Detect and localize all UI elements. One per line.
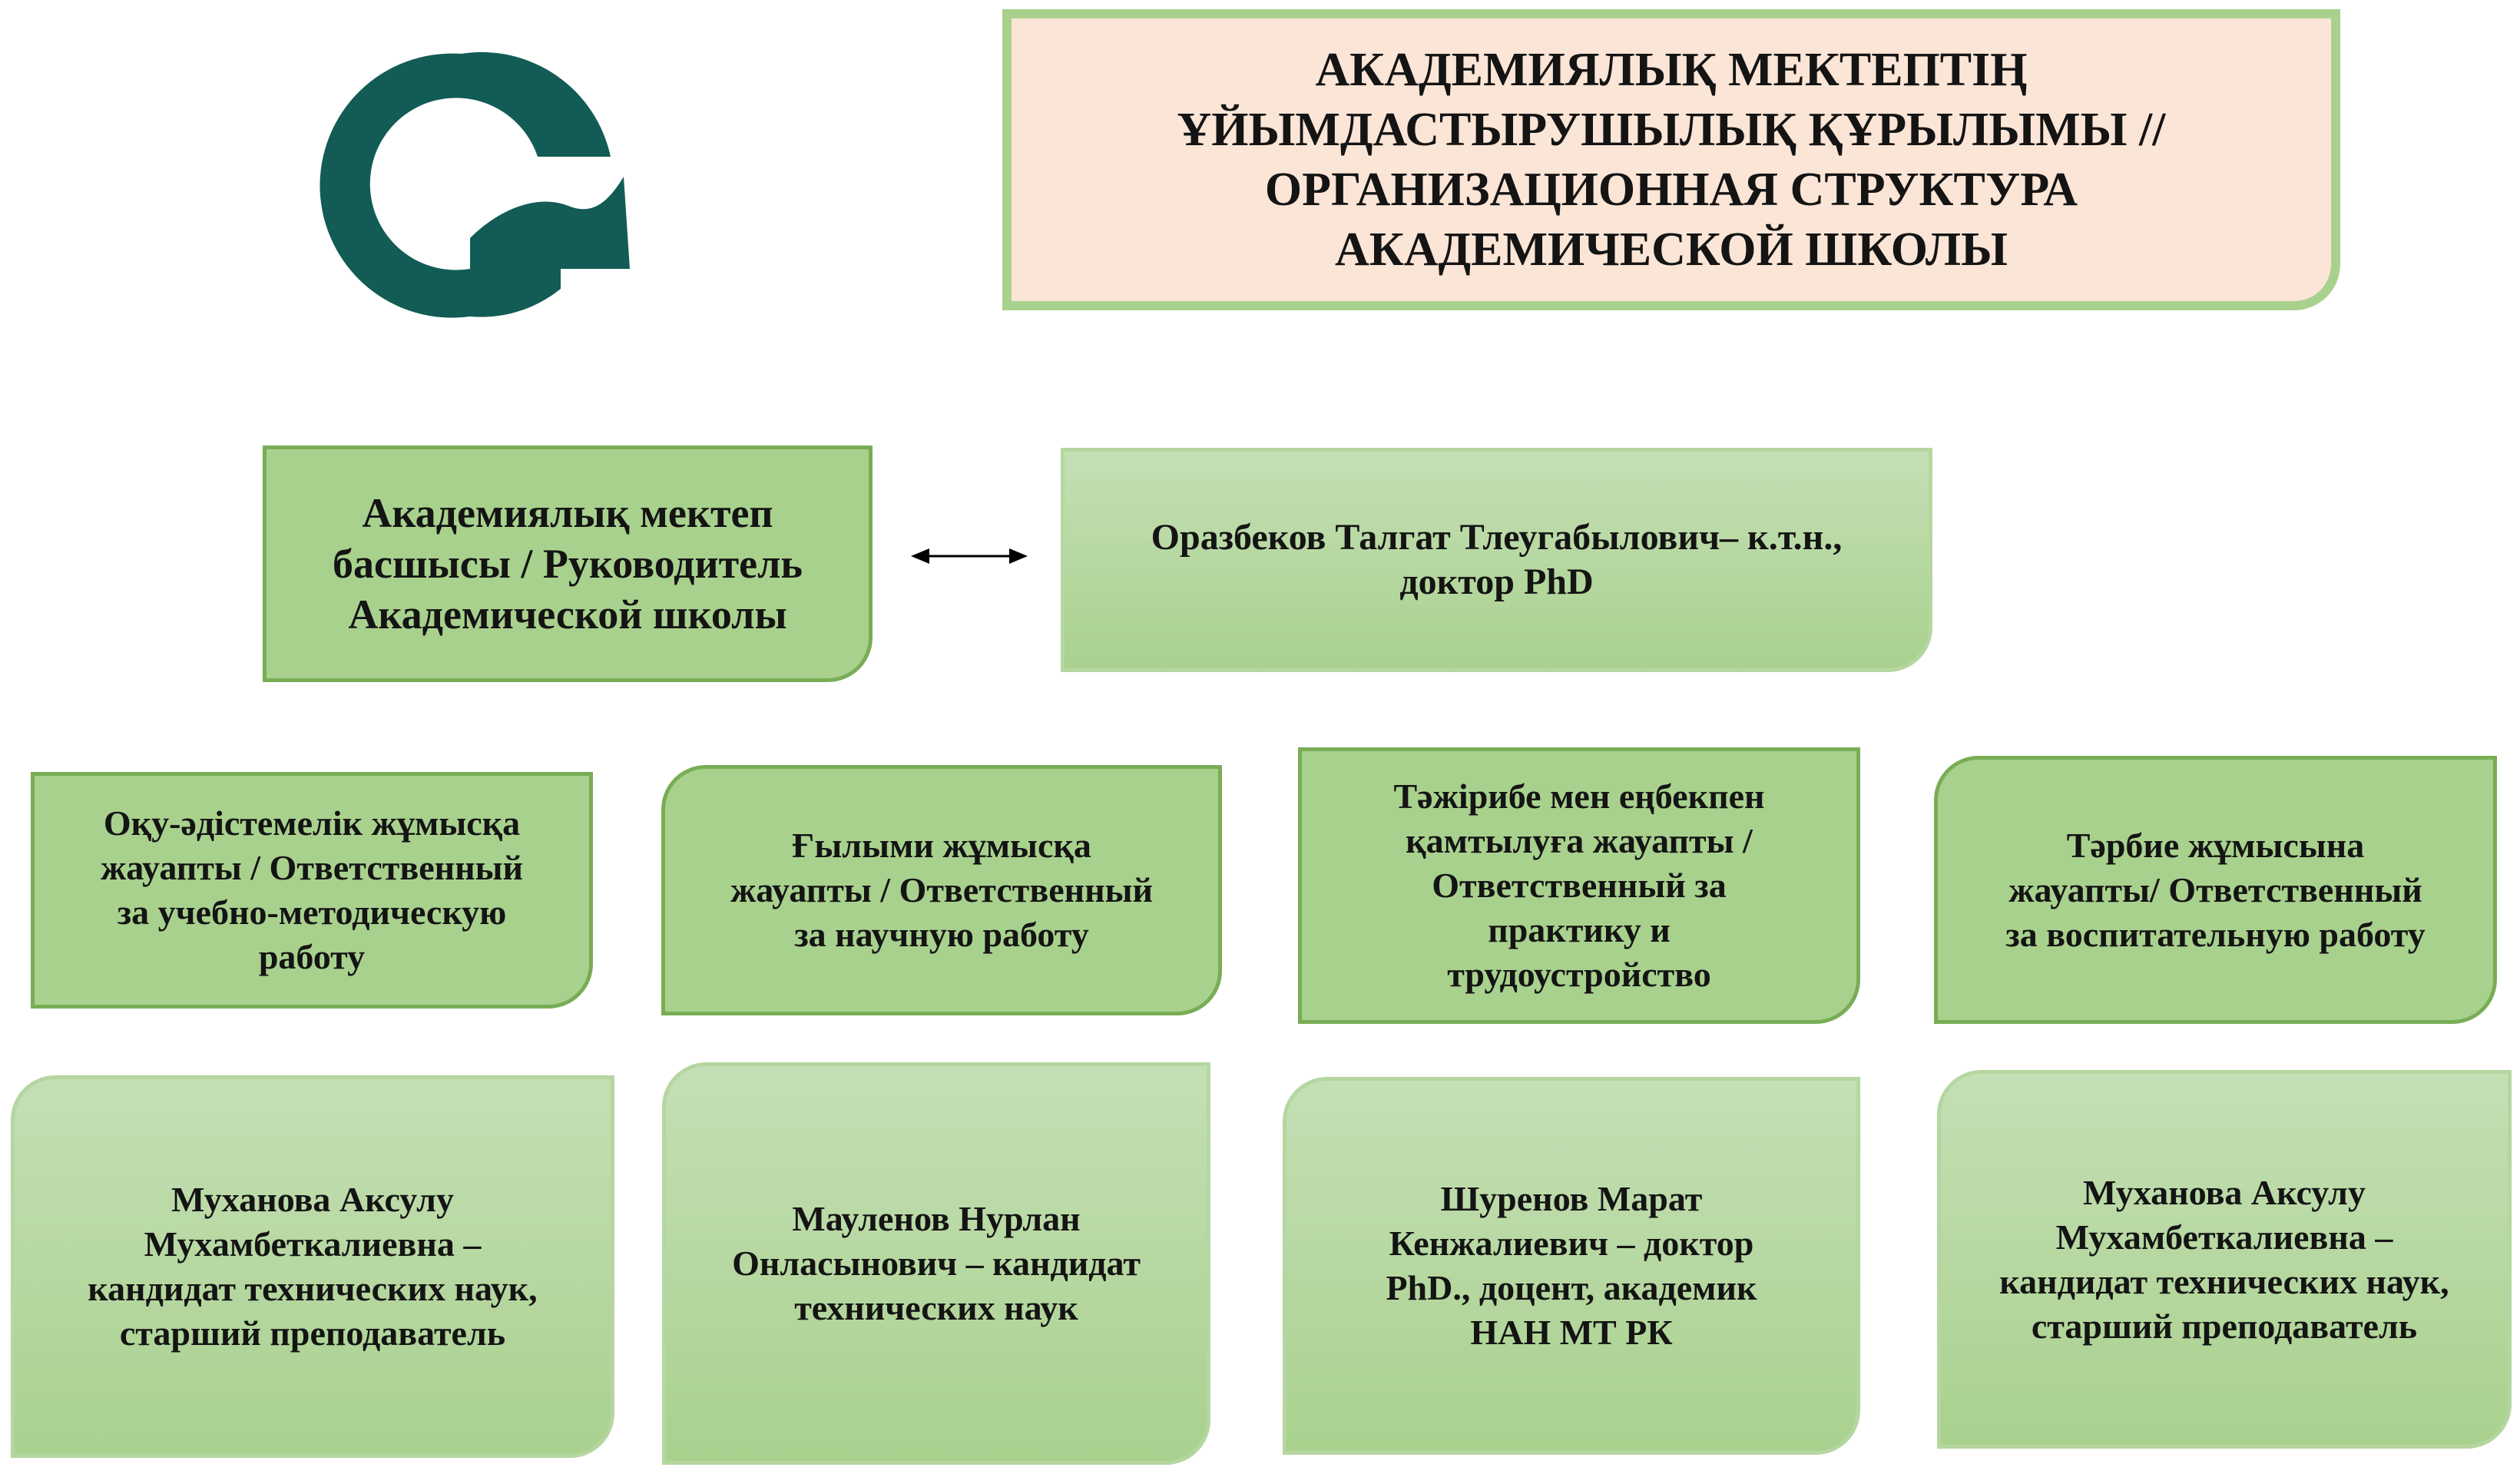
person-box: Муханова Аксулу Мухамбеткалиевна – кандидат технических наук, старший преподаватель [11, 1075, 614, 1458]
est-logo-icon [307, 31, 637, 338]
role-box-education: Тәрбие жұмысына жауапты/ Ответственный за воспитательную работу [1934, 756, 2497, 1024]
role-box-research: Ғылыми жұмысқа жауапты / Ответственный за научную работу [661, 765, 1222, 1015]
title-line: АКАДЕМИЧЕСКОЙ ШКОЛЫ [1335, 224, 2008, 276]
person-box: Муханова Аксулу Мухамбеткалиевна – кандидат технических наук, старший преподаватель [1937, 1070, 2512, 1449]
person-box: Шуренов Марат Кенжалиевич – доктор PhD., доцент, академик НАН МТ РК [1283, 1077, 1860, 1455]
title-line: АКАДЕМИЯЛЫҚ МЕКТЕПТІҢ [1315, 44, 2028, 96]
head-name-box: Оразбеков Талгат Тлеугабылович– к.т.н., доктор PhD [1061, 448, 1932, 672]
role-box-practice: Тәжірибе мен еңбекпен қамтылуға жауапты / Ответственный за практику и трудоустройство [1298, 747, 1860, 1024]
person-box: Мауленов Нурлан Онласынович – кандидат технических наук [662, 1062, 1210, 1465]
title-line: ҰЙЫМДАСТЫРУШЫЛЫҚ ҚҰРЫЛЫМЫ // [1177, 104, 2166, 156]
head-role-box: Академиялық мектеп басшысы / Руководитель Академической школы [263, 446, 873, 682]
title-line: ОРГАНИЗАЦИОННАЯ СТРУКТУРА [1264, 164, 2078, 216]
diagram-title [1002, 9, 2340, 310]
logo-text: est ı [475, 273, 543, 310]
role-box-methodical: Оқу-әдістемелік жұмысқа жауапты / Ответственный за учебно-методическую работу [31, 772, 593, 1009]
double-arrow-icon [911, 541, 1028, 571]
